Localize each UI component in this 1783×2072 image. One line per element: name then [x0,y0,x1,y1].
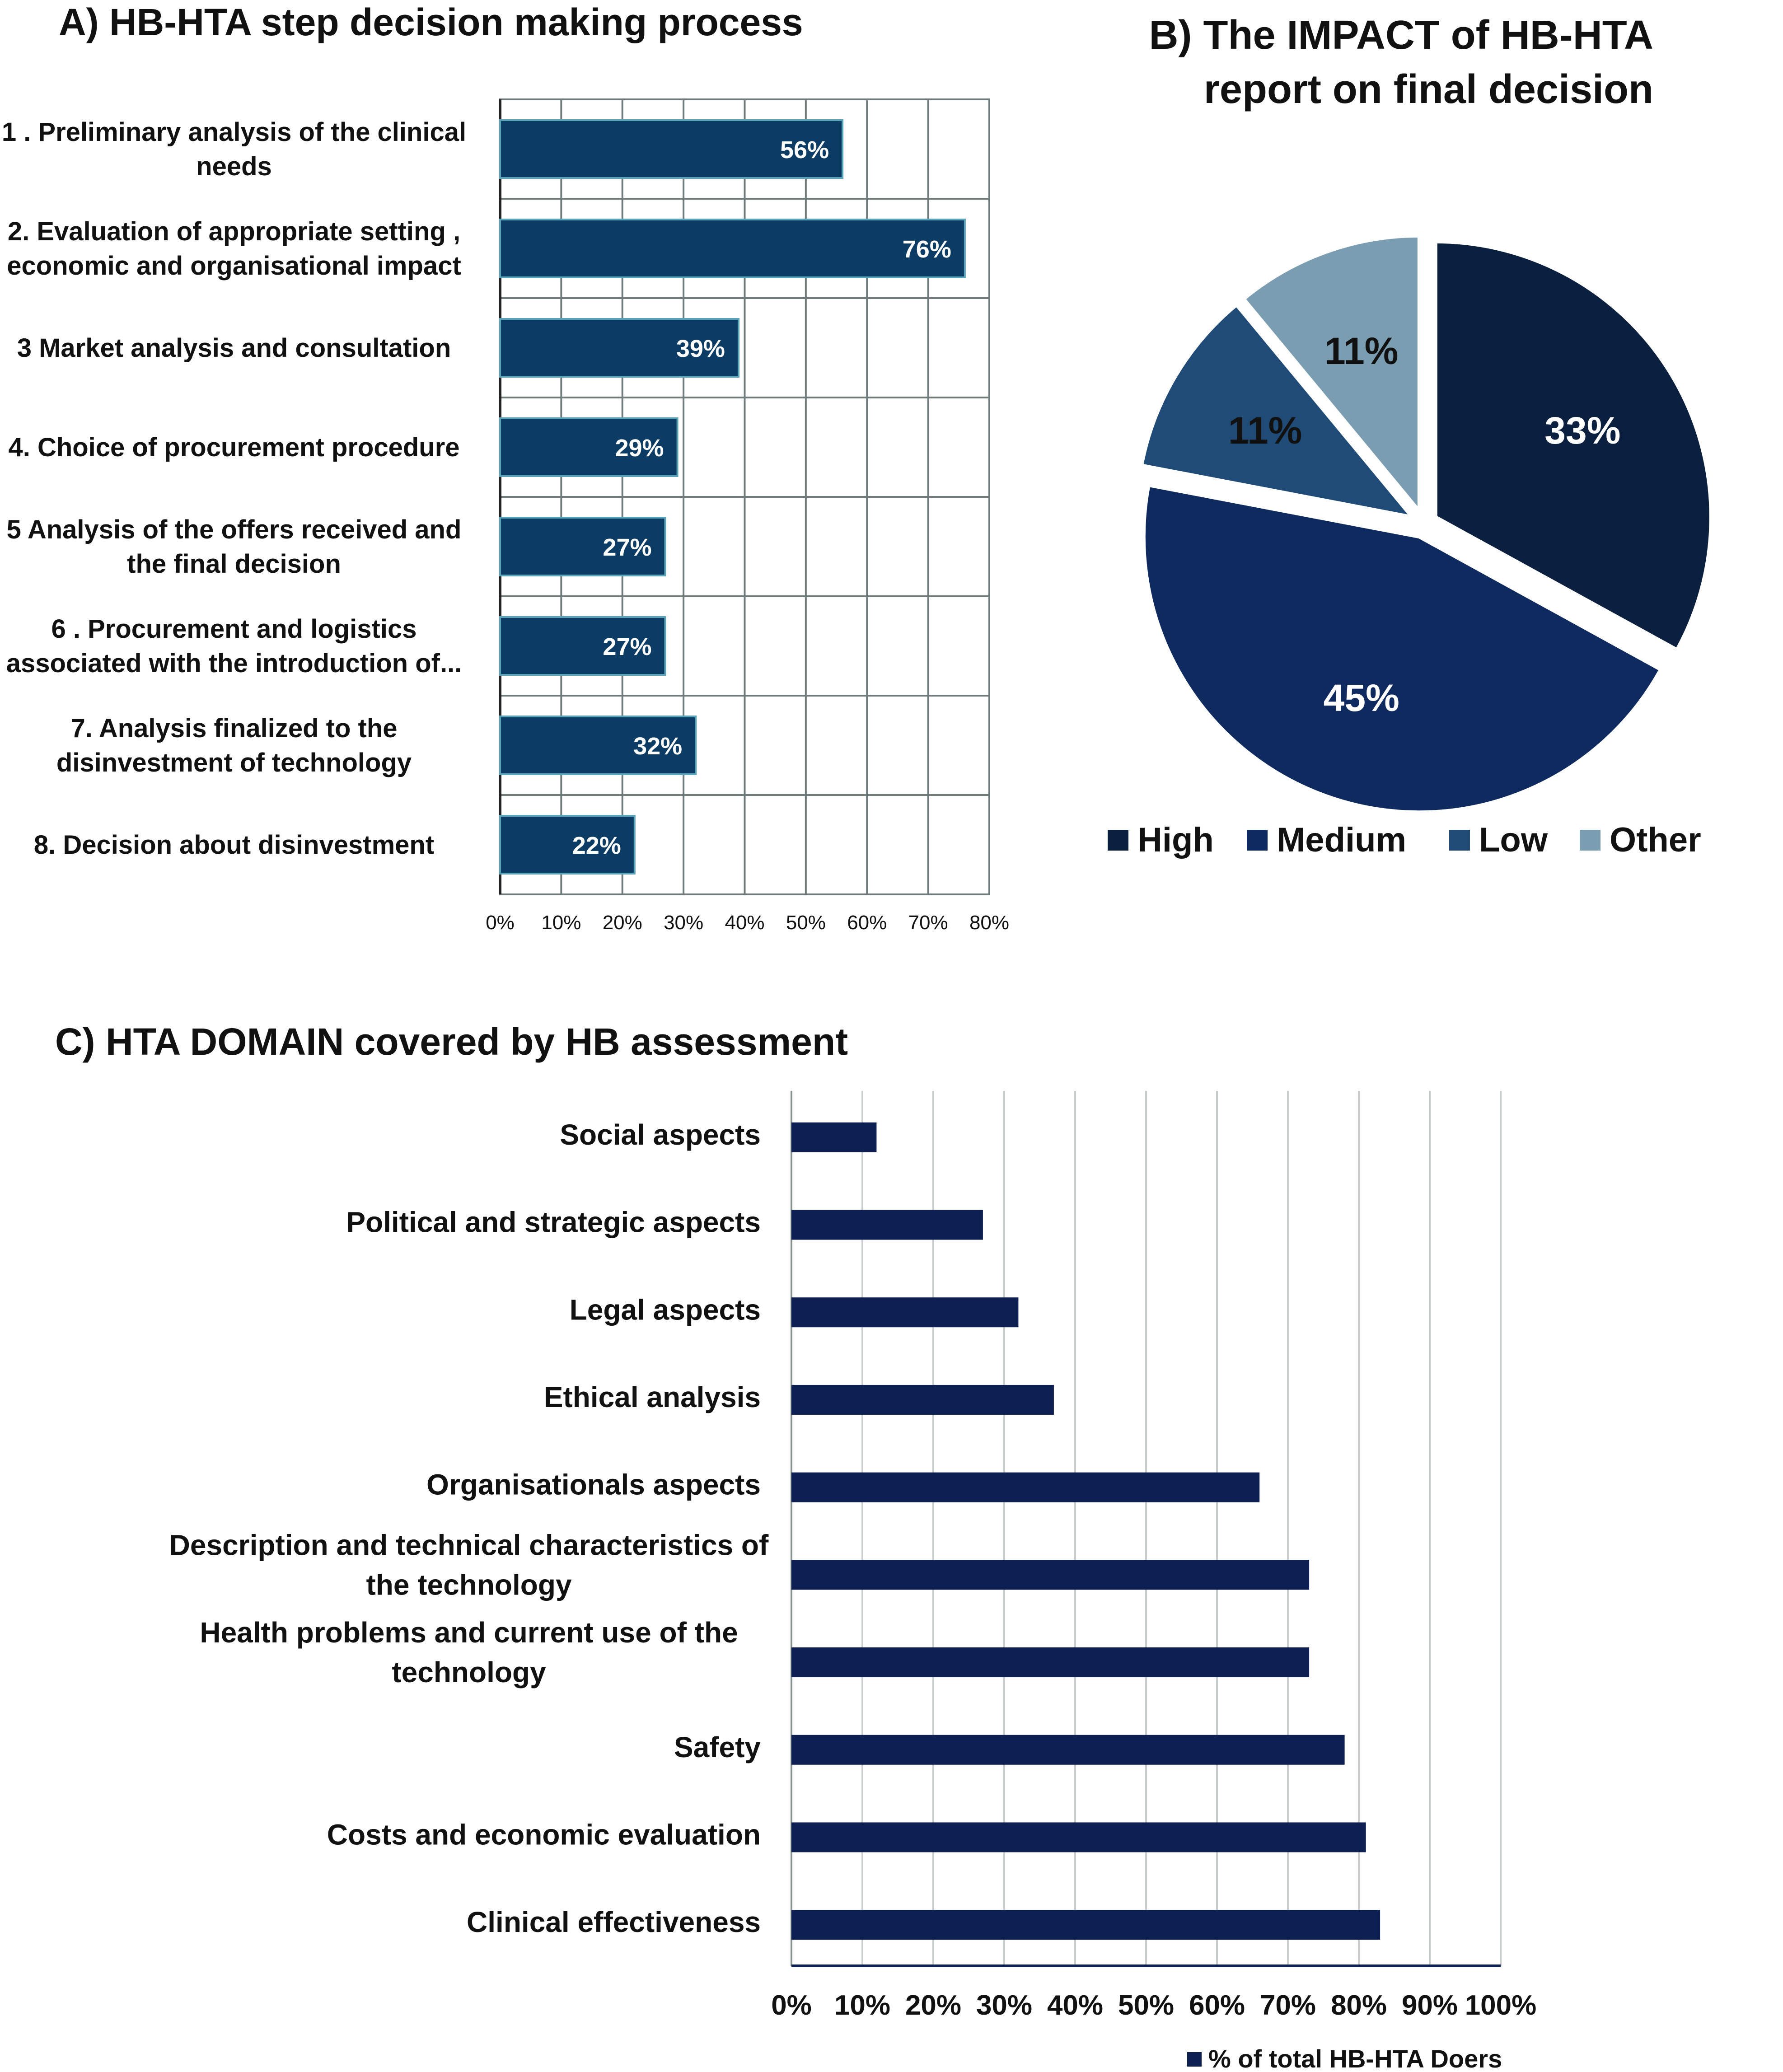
chart-c-x-tick-label: 10% [834,1990,891,2021]
chart-c-bar [791,1473,1259,1502]
chart-c-bar [791,1910,1380,1940]
chart-a-category-label: 6 . Procurement and logistics [51,614,417,644]
chart-a-category-label: the final decision [127,549,341,579]
chart-a-x-tick-label: 10% [541,912,581,934]
chart-a-category-label: associated with the introduction of... [6,649,462,678]
chart-c-bar [791,1385,1054,1415]
chart-a-category-label: 2. Evaluation of appropriate setting , [7,217,461,246]
chart-b [1108,13,1711,859]
chart-c-x-tick-label: 70% [1259,1990,1316,2021]
chart-c-category-label: Health problems and current use of the [200,1616,738,1649]
chart-c-category-label: Organisationals aspects [426,1468,761,1501]
legend-swatch [1108,830,1128,851]
chart-a-x-tick-label: 50% [786,912,826,934]
chart-a-data-label: 27% [603,633,652,660]
legend-swatch [1580,830,1600,851]
pie-slice-label: 45% [1323,677,1399,720]
legend-label: High [1137,821,1214,859]
chart-c-bar [791,1647,1309,1677]
chart-c-x-tick-label: 30% [976,1990,1033,2021]
chart-a-category-label: economic and organisational impact [7,251,461,281]
chart-c-bar [791,1822,1366,1852]
legend-label: Low [1479,821,1548,859]
chart-c-x-tick-label: 0% [771,1990,812,2021]
chart-a-data-label: 39% [676,335,725,362]
chart-a-x-tick-label: 30% [664,912,704,934]
chart-a-data-label: 56% [780,136,829,164]
chart-c-bar [791,1560,1309,1590]
chart-a-category-label: 3 Market analysis and consultation [17,333,451,363]
chart-c-category-label: Costs and economic evaluation [327,1818,761,1851]
chart-a-title: A) HB-HTA step decision making process [59,1,803,43]
chart-a-category-label: needs [196,152,272,181]
chart-c-bar [791,1297,1018,1327]
chart-c-category-label: Political and strategic aspects [346,1206,761,1239]
legend-swatch [1247,830,1268,851]
chart-b-title: report on final decision [1203,67,1653,112]
chart-c-x-tick-label: 20% [905,1990,962,2021]
chart-c-bar [791,1123,876,1152]
chart-c-legend-label: % of total HB-HTA Doers [1208,2044,1502,2072]
chart-c-category-label: technology [392,1656,546,1689]
chart-c [55,1020,1536,2072]
chart-c-x-tick-label: 50% [1118,1990,1175,2021]
pie-slice-label: 33% [1544,409,1621,452]
chart-c-bar [791,1210,983,1240]
chart-c-category-label: Safety [674,1731,761,1763]
chart-c-x-tick-label: 60% [1189,1990,1245,2021]
chart-a-data-label: 22% [572,832,621,859]
pie-slice-label: 11% [1324,329,1399,372]
legend-swatch [1449,830,1470,851]
chart-a-category-label: 5 Analysis of the offers received and [6,515,462,544]
chart-a-x-tick-label: 70% [908,912,948,934]
chart-a-x-tick-label: 40% [725,912,765,934]
chart-a-data-label: 27% [603,534,652,561]
legend-label: Medium [1277,821,1407,859]
chart-c-x-tick-label: 100% [1465,1990,1537,2021]
chart-a-x-tick-label: 20% [602,912,642,934]
chart-a-data-label: 32% [633,733,683,760]
chart-c-legend-swatch [1187,2052,1202,2067]
chart-a-category-label: 4. Choice of procurement procedure [8,433,460,462]
chart-c-category-label: the technology [366,1568,572,1601]
chart-a-x-tick-label: 80% [969,912,1010,934]
chart-c-bar [791,1735,1345,1765]
chart-a-category-label: 8. Decision about disinvestment [33,830,435,860]
chart-c-category-label: Ethical analysis [543,1380,761,1413]
chart-a-data-label: 76% [902,236,951,263]
chart-a-category-label: 7. Analysis finalized to the [70,714,398,743]
chart-c-category-label: Legal aspects [569,1293,761,1326]
chart-c-category-label: Clinical effectiveness [467,1906,761,1939]
chart-a-bar [500,220,965,277]
chart-a-data-label: 29% [615,435,664,462]
chart-a-x-tick-label: 60% [847,912,887,934]
chart-c-x-tick-label: 40% [1047,1990,1104,2021]
chart-c-x-tick-label: 80% [1330,1990,1387,2021]
chart-a-x-tick-label: 0% [486,912,515,934]
chart-b-title: B) The IMPACT of HB-HTA [1149,13,1653,58]
chart-a-category-label: disinvestment of technology [56,748,412,777]
chart-c-category-label: Social aspects [560,1118,761,1151]
chart-a [2,1,1009,934]
legend-label: Other [1610,821,1701,859]
chart-a-category-label: 1 . Preliminary analysis of the clinical [1,117,467,147]
chart-c-title: C) HTA DOMAIN covered by HB assessment [55,1020,848,1063]
chart-c-x-tick-label: 90% [1401,1990,1458,2021]
chart-c-category-label: Description and technical characteristics of [169,1529,769,1562]
pie-slice-label: 11% [1228,409,1302,452]
